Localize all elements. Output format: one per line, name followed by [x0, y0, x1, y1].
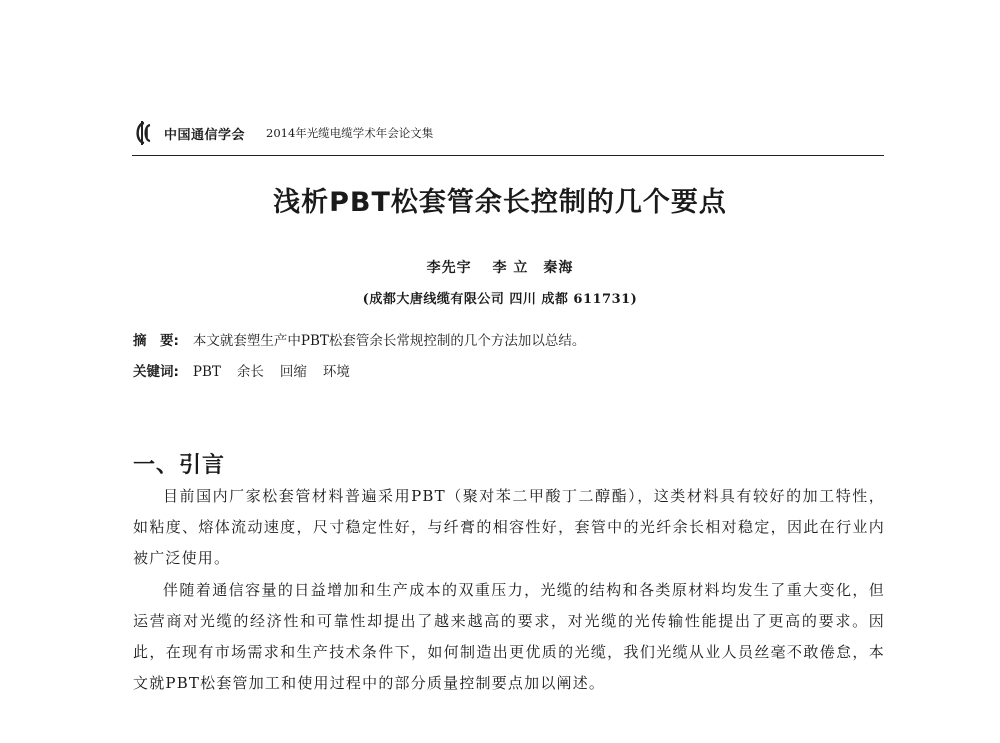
page-header	[132, 118, 884, 152]
paper-title: 浅析PBT松套管余长控制的几个要点	[273, 187, 727, 218]
keyword-item: 回缩	[279, 364, 307, 380]
proceedings-title: 2014年光缆电缆学术年会论文集	[266, 126, 434, 140]
keywords-label: 关键词:	[133, 364, 179, 380]
keywords	[133, 360, 366, 380]
body-paragraph: 伴随着通信容量的日益增加和生产成本的双重压力，光缆的结构和各类原材料均发生了重大变化，但运营商对光缆的经济性和可靠性却提出了越来越高的要求，对光缆的光传输性能提出了更高的要求。因此，在现有市场需求和生产技术条件下，如何制造出更优质的光缆，我们光缆从业人员丝毫不敢倦怠，本文就PBT松套管加工和使用过程中的部分质量控制要点加以阐述。	[133, 581, 885, 692]
society-logo-icon	[132, 120, 158, 146]
abstract	[133, 329, 585, 349]
section-heading-introduction: 一、引言	[133, 453, 226, 478]
header-divider	[132, 155, 884, 156]
body-paragraph: 目前国内厂家松套管材料普遍采用PBT（聚对苯二甲酸丁二醇酯），这类材料具有较好的加工特性，如粘度、熔体流动速度，尺寸稳定性好，与纤膏的相容性好，套管中的光纤余长相对稳定，因此在行业内被广泛使用。	[133, 487, 885, 567]
abstract-label: 摘 要:	[133, 333, 179, 349]
keyword-item: PBT	[192, 364, 221, 380]
keyword-item: 环境	[322, 364, 350, 380]
paper-affiliation: (成都大唐线缆有限公司 四川 成都 611731)	[362, 292, 638, 307]
abstract-text: 本文就套塑生产中PBT松套管余长常规控制的几个方法加以总结。	[192, 333, 586, 349]
society-name: 中国通信学会	[164, 128, 246, 143]
keyword-item: 余长	[236, 364, 264, 380]
paper-authors: 李先宇 李 立 秦海	[426, 260, 574, 276]
